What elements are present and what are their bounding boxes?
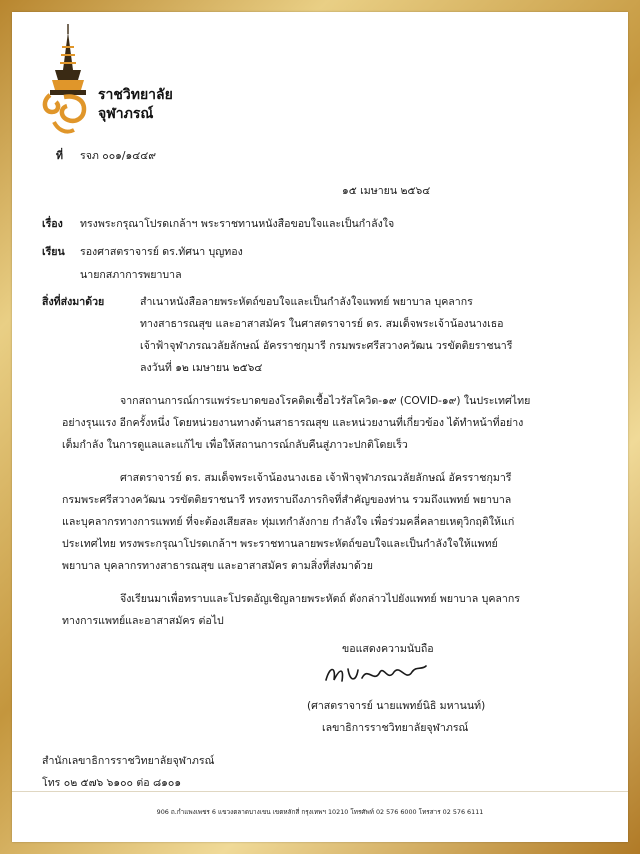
subject-label: เรื่อง	[42, 218, 63, 230]
footer-divider	[12, 791, 628, 792]
body-paragraph-2-line: และบุคลากรทางการแพทย์ ที่จะต้องเสียสละ ทุ่มเทกำลังกาย กำลังใจ เพื่อร่วมคลี่คลายเหตุวิกฤติให้แก่	[62, 516, 515, 528]
footer-address: 906 ถ.กำแพงเพชร 6 แขวงตลาดบางเขน เขตหลักสี่ กรุงเทพฯ 10210 โทรศัพท์ 02 576 6000 โทรสาร 02 576 6111	[156, 808, 484, 816]
office-phone: โทร ๐๒ ๕๗๖ ๖๑๐๐ ต่อ ๘๑๐๑	[42, 777, 182, 789]
enclosure-label: สิ่งที่ส่งมาด้วย	[42, 296, 105, 308]
body-paragraph-2-line: พยาบาล บุคลากรทางสาธารณสุข และอาสาสมัคร ตามสิ่งที่ส่งมาด้วย	[62, 560, 373, 572]
subject-text: ทรงพระกรุณาโปรดเกล้าฯ พระราชทานหนังสือขอบใจและเป็นกำลังใจ	[80, 218, 395, 230]
body-paragraph-3-line: ทางการแพทย์และอาสาสมัคร ต่อไป	[62, 615, 224, 627]
org-name-line1: ราชวิทยาลัย	[98, 87, 173, 103]
recipient-label: เรียน	[42, 246, 65, 258]
office-name: สำนักเลขาธิการราชวิทยาลัยจุฬาภรณ์	[42, 755, 215, 767]
enclosure-line: เจ้าฟ้าจุฬาภรณวลัยลักษณ์ อัครราชกุมารี กรมพระศรีสวางควัฒน วรขัตติยราชนารี	[140, 340, 513, 352]
college-emblem-icon	[40, 22, 96, 140]
recipient-position: นายกสภาการพยาบาล	[80, 269, 182, 281]
closing-phrase: ขอแสดงความนับถือ	[342, 643, 434, 655]
body-paragraph-3-line: จึงเรียนมาเพื่อทราบและโปรดอัญเชิญลายพระหัตถ์ ดังกล่าวไปยังแพทย์ พยาบาล บุคลากร	[120, 593, 520, 605]
body-paragraph-1-line: เต็มกำลัง ในการดูแลและแก้ไข เพื่อให้สถานการณ์กลับคืนสู่ภาวะปกติโดยเร็ว	[62, 439, 408, 451]
enclosure-line: ลงวันที่ ๑๒ เมษายน ๒๕๖๔	[140, 362, 263, 374]
letter-date: ๑๕ เมษายน ๒๕๖๔	[342, 185, 431, 197]
body-paragraph-1-line: จากสถานการณ์การแพร่ระบาดของโรคติดเชื้อไวรัสโควิด-๑๙ (COVID-๑๙) ในประเทศไทย	[120, 395, 531, 407]
enclosure-line: สำเนาหนังสือลายพระหัตถ์ขอบใจและเป็นกำลังใจแพทย์ พยาบาล บุคลากร	[140, 296, 473, 308]
org-name-line2: จุฬาภรณ์	[98, 106, 154, 122]
recipient-name: รองศาสตราจารย์ ดร.ทัศนา บุญทอง	[80, 246, 243, 258]
body-paragraph-2-line: ศาสตราจารย์ ดร. สมเด็จพระเจ้าน้องนางเธอ เจ้าฟ้าจุฬาภรณวลัยลักษณ์ อัครราชกุมารี	[120, 472, 512, 484]
body-paragraph-2-line: กรมพระศรีสวางควัฒน วรขัตติยราชนารี ทรงทราบถึงภารกิจที่สำคัญของท่าน รวมถึงแพทย์ พยาบาล	[62, 494, 512, 506]
org-name	[98, 86, 173, 124]
body-paragraph-2-line: ประเทศไทย ทรงพระกรุณาโปรดเกล้าฯ พระราชทานลายพระหัตถ์ขอบใจและเป็นกำลังใจให้แพทย์	[62, 538, 498, 550]
signer-title: เลขาธิการราชวิทยาลัยจุฬาภรณ์	[322, 722, 469, 734]
letter-page	[12, 12, 628, 842]
signature	[322, 660, 432, 688]
signer-name: (ศาสตราจารย์ นายแพทย์นิธิ มหานนท์)	[307, 700, 486, 712]
ref-number: รจภ ๐๐๑/๑๔๔๙	[80, 150, 156, 162]
ref-label: ที่	[56, 150, 63, 162]
enclosure-line: ทางสาธารณสุข และอาสาสมัคร ในศาสตราจารย์ ดร. สมเด็จพระเจ้าน้องนางเธอ	[140, 318, 504, 330]
body-paragraph-1-line: อย่างรุนแรง อีกครั้งหนึ่ง โดยหน่วยงานทางด้านสาธารณสุข และหน่วยงานที่เกี่ยวข้อง ได้ทำหน้าที่อย่าง	[62, 417, 524, 429]
